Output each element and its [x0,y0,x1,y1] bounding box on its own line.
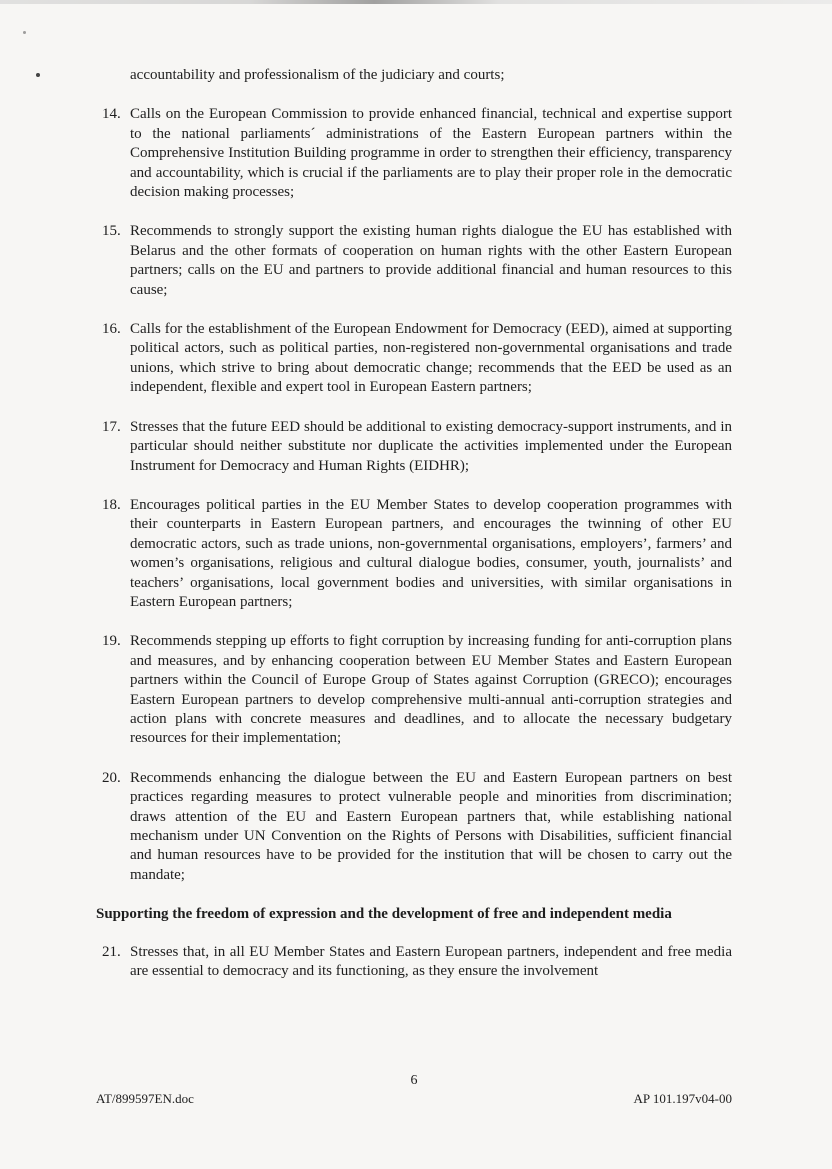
paragraph-number: 14. [102,106,121,123]
page-number: 6 [410,1073,418,1088]
paragraph-14 [96,105,732,202]
paragraph-text: Recommends enhancing the dialogue between the EU and Eastern European partners on best practices regarding measures to protect vulnerable people and minorities from discrimination; draws attention of the EU and Eastern European partners that, while establishing national mechanism under UN Convention on the Rights of Persons with Disabilities, sufficient financial and human resources have to be provided for the institution that will be chosen to carry out the mandate; [130,769,732,883]
paragraph-text: Calls for the establishment of the European Endowment for Democracy (EED), aimed at supporting political actors, such as political parties, non-registered non-governmental organisations and trade unions, which strive to bring about democratic change; recommends that the EED be used as an independent, flexible and expert tool in European Eastern partners; [130,321,732,396]
paragraph-21 [96,943,732,982]
paragraph-20 [96,769,732,885]
paragraph-18 [96,496,732,612]
paragraph-text: Recommends stepping up efforts to fight corruption by increasing funding for anti-corruption plans and measures, and by enhancing cooperation between EU Member States and Eastern European partners within the Council of Europe Group of States against Corruption (GRECO); encourages Eastern European partners to develop comprehensive multi-annual anti-corruption strategies and action plans with concrete measures and deadlines, and to allocate the necessary budgetary resources for their implementation; [130,633,732,747]
paragraph-text: Recommends to strongly support the existing human rights dialogue the EU has established with Belarus and the other formats of cooperation on human rights with the other Eastern European partners; calls on the EU and partners to provide additional financial and human resources to this cause; [130,223,732,298]
document-page [96,66,732,1001]
paragraph-number: 15. [102,223,121,240]
scan-edge-shadow [0,0,832,4]
footer-document-reference: AT/899597EN.doc [96,1091,194,1106]
continuation-text: accountability and professionalism of the judiciary and courts; [130,67,505,83]
page-footer [96,1073,732,1113]
paragraph-number: 20. [102,769,121,786]
paragraph-number: 16. [102,321,121,338]
paragraph-text: Encourages political parties in the EU Member States to develop cooperation programmes with their counterparts in Eastern European partners, and encourages the twinning of other EU democratic actors, such as trade unions, non-governmental organisations, employers’, farmers’ and women’s organisations, religious and cultural dialogue bodies, consumer, youth, journalists’ and teachers’ organisations, local government bodies and universities, with similar organisations in Eastern European partners; [130,496,732,610]
paragraph-15 [96,222,732,300]
paragraph-17 [96,418,732,476]
paragraph-text: Stresses that, in all EU Member States and Eastern European partners, independent and free media are essential to democracy and its functioning, as they ensure the involvement [130,943,732,980]
paragraph-text: Stresses that the future EED should be additional to existing democracy-support instruments, and in particular should neither substitute nor duplicate the activities implemented under the European Instrument for Democracy and Human Rights (EIDHR); [130,418,732,474]
paragraph-16 [96,320,732,398]
paragraph-number: 21. [102,943,121,960]
footer-ap-reference: AP 101.197v04-00 [633,1091,732,1106]
paragraph-number: 19. [102,633,121,650]
scan-speck [36,73,40,77]
paragraph-19 [96,632,732,748]
section-heading: Supporting the freedom of expression and the development of free and independent media [96,906,672,923]
paragraph-number: 17. [102,418,121,435]
paragraph-text: Calls on the European Commission to provide enhanced financial, technical and expertise support to the national parliaments´ administrations of the Eastern European partners within the Comprehensive Institution Building programme in order to strengthen their efficiency, transparency and accountability, which is crucial if the parliaments are to play their proper role in the democratic decision making processes; [130,106,732,201]
scan-speck [23,31,26,34]
paragraph-number: 18. [102,496,121,513]
